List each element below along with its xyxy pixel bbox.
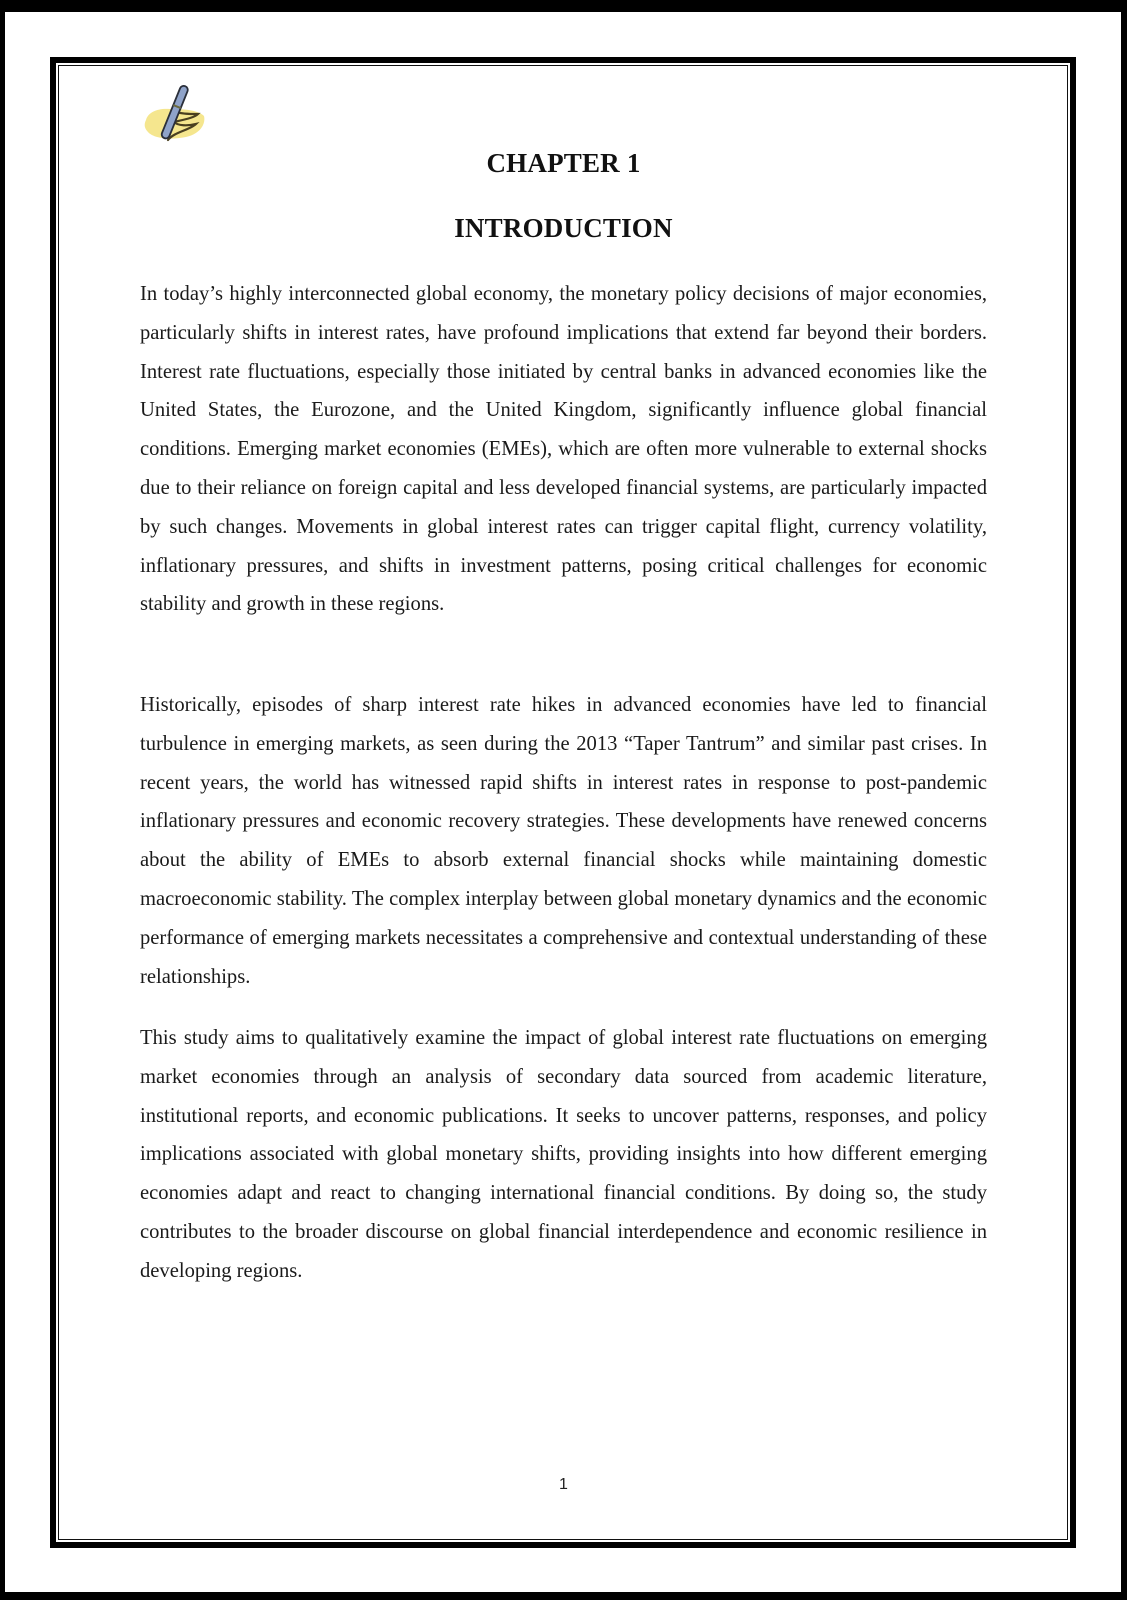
pen-writing-icon xyxy=(140,82,210,146)
paragraph-1 xyxy=(140,275,987,624)
chapter-label: CHAPTER 1 xyxy=(486,148,641,178)
paragraph-text: In today’s highly interconnected global economy, the monetary policy decisions of major economies, particularly shifts in interest rates, have profound implications that extend far beyond their borders. Interest rate fluctuations, especially those initiated by central banks in advanced economies like the United States, the Eurozone, and the United Kingdom, significantly influence global financial conditions. Emerging market economies (EMEs), which are often more vulnerable to external shocks due to their reliance on foreign capital and less developed financial systems, are particularly impacted by such changes. Movements in global interest rates can trigger capital flight, currency volatility, inflationary pressures, and shifts in investment patterns, posing critical challenges for economic stability and growth in these regions. xyxy=(140,283,987,616)
paragraph-3 xyxy=(140,1019,987,1291)
paragraph-2 xyxy=(140,686,987,996)
paragraph-text: Historically, episodes of sharp interest rate hikes in advanced economies have led to financial turbulence in emerging markets, as seen during the 2013 “Taper Tantrum” and similar past crises. In recent years, the world has witnessed rapid shifts in interest rates in response to post-pandemic inflationary pressures and economic recovery strategies. These developments have renewed concerns about the ability of EMEs to absorb external financial shocks while maintaining domestic macroeconomic stability. The complex interplay between global monetary dynamics and the economic performance of emerging markets necessitates a comprehensive and contextual understanding of these relationships. xyxy=(140,694,987,988)
chapter-title: INTRODUCTION xyxy=(454,213,673,243)
page-number: 1 xyxy=(559,1476,568,1493)
paragraph-text: This study aims to qualitatively examine the impact of global interest rate fluctuations on emerging market economies through an analysis of secondary data sourced from academic literature, institutional reports, and economic publications. It seeks to uncover patterns, responses, and policy implications associated with global monetary shifts, providing insights into how different emerging economies adapt and react to changing international financial conditions. By doing so, the study contributes to the broader discourse on global financial interdependence and economic resilience in developing regions. xyxy=(140,1027,987,1282)
